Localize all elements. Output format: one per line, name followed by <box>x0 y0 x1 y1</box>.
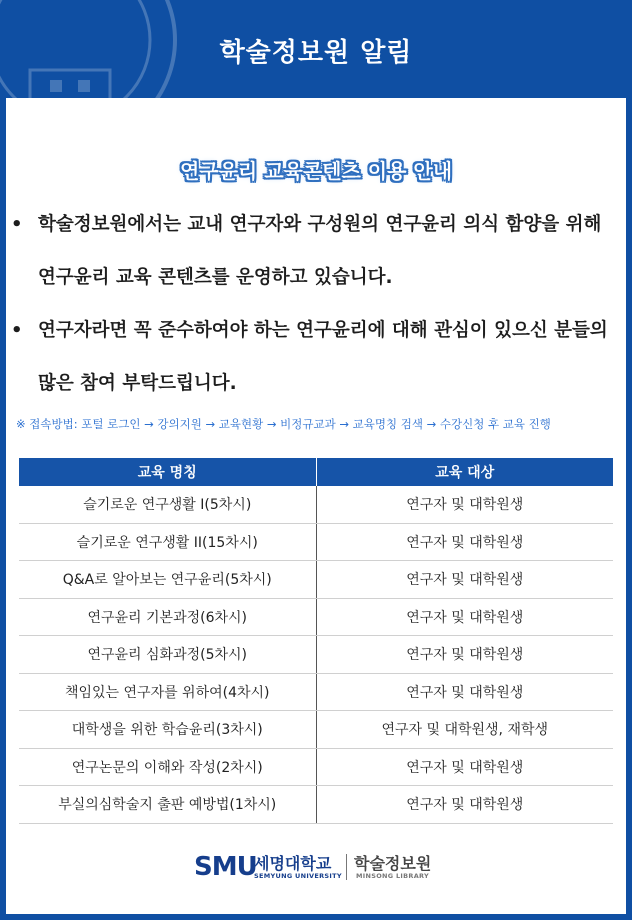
logo-divider <box>346 854 347 880</box>
bullet-dot-icon: • <box>11 214 23 235</box>
bullet-line: 학술정보원에서는 교내 연구자와 구성원의 연구윤리 의식 함양을 위해 <box>38 214 602 235</box>
footer-logos <box>6 848 626 888</box>
course-table <box>19 458 613 824</box>
course-audience-cell: 연구자 및 대학원생 <box>316 523 613 561</box>
library-name-en: MINSONG LIBRARY <box>356 872 429 880</box>
course-name-cell: 책임있는 연구자를 위하여(4차시) <box>19 673 316 711</box>
notice-panel <box>6 98 626 914</box>
library-name: 학술정보원 <box>354 854 432 873</box>
course-name-cell: Q&A로 알아보는 연구윤리(5차시) <box>19 561 316 599</box>
bullet-line: 많은 참여 부탁드립니다. <box>38 373 237 394</box>
table-row <box>19 786 613 824</box>
course-name-cell: 대학생을 위한 학습윤리(3차시) <box>19 711 316 749</box>
table-header-row <box>19 458 613 486</box>
course-name-cell: 연구논문의 이해와 작성(2차시) <box>19 748 316 786</box>
notice-subtitle: 연구윤리 교육콘텐츠 이용 안내 <box>179 159 453 183</box>
course-audience-cell: 연구자 및 대학원생 <box>316 486 613 523</box>
table-row <box>19 561 613 599</box>
course-audience-cell: 연구자 및 대학원생 <box>316 673 613 711</box>
page-title: 학술정보원 알림 <box>219 38 413 68</box>
table-row <box>19 748 613 786</box>
table-row <box>19 673 613 711</box>
header-banner <box>0 0 632 98</box>
table-row <box>19 598 613 636</box>
course-audience-cell: 연구자 및 대학원생 <box>316 748 613 786</box>
course-audience-cell: 연구자 및 대학원생 <box>316 561 613 599</box>
table-row <box>19 636 613 674</box>
smu-logo: SMU <box>194 852 257 882</box>
access-instructions: ※ 접속방법: 포털 로그인 → 강의지원 → 교육현황 → 비정규교과 → 교육명칭 검색 → 수강신청 후 교육 진행 <box>16 417 551 431</box>
course-audience-cell: 연구자 및 대학원생 <box>316 598 613 636</box>
bullet-line: 연구윤리 교육 콘텐츠를 운영하고 있습니다. <box>38 267 393 288</box>
course-name-cell: 슬기로운 연구생활 II(15차시) <box>19 523 316 561</box>
column-header-audience: 교육 대상 <box>316 458 613 486</box>
table-row <box>19 486 613 523</box>
column-header-course: 교육 명칭 <box>19 458 316 486</box>
table-row <box>19 711 613 749</box>
bullet-item <box>6 304 626 410</box>
course-audience-cell: 연구자 및 대학원생 <box>316 786 613 824</box>
course-audience-cell: 연구자 및 대학원생, 재학생 <box>316 711 613 749</box>
course-audience-cell: 연구자 및 대학원생 <box>316 636 613 674</box>
university-name-en: SEMYUNG UNIVERSITY <box>254 872 342 880</box>
bullet-item <box>6 198 626 304</box>
table-row <box>19 523 613 561</box>
bullet-line: 연구자라면 꼭 준수하여야 하는 연구윤리에 대해 관심이 있으신 분들의 <box>38 320 608 341</box>
course-name-cell: 연구윤리 심화과정(5차시) <box>19 636 316 674</box>
notice-bullets <box>6 198 626 410</box>
university-name: 세명대학교 <box>254 854 332 873</box>
course-name-cell: 슬기로운 연구생활 I(5차시) <box>19 486 316 523</box>
course-name-cell: 연구윤리 기본과정(6차시) <box>19 598 316 636</box>
bullet-dot-icon: • <box>11 320 23 341</box>
course-name-cell: 부실의심학술지 출판 예방법(1차시) <box>19 786 316 824</box>
